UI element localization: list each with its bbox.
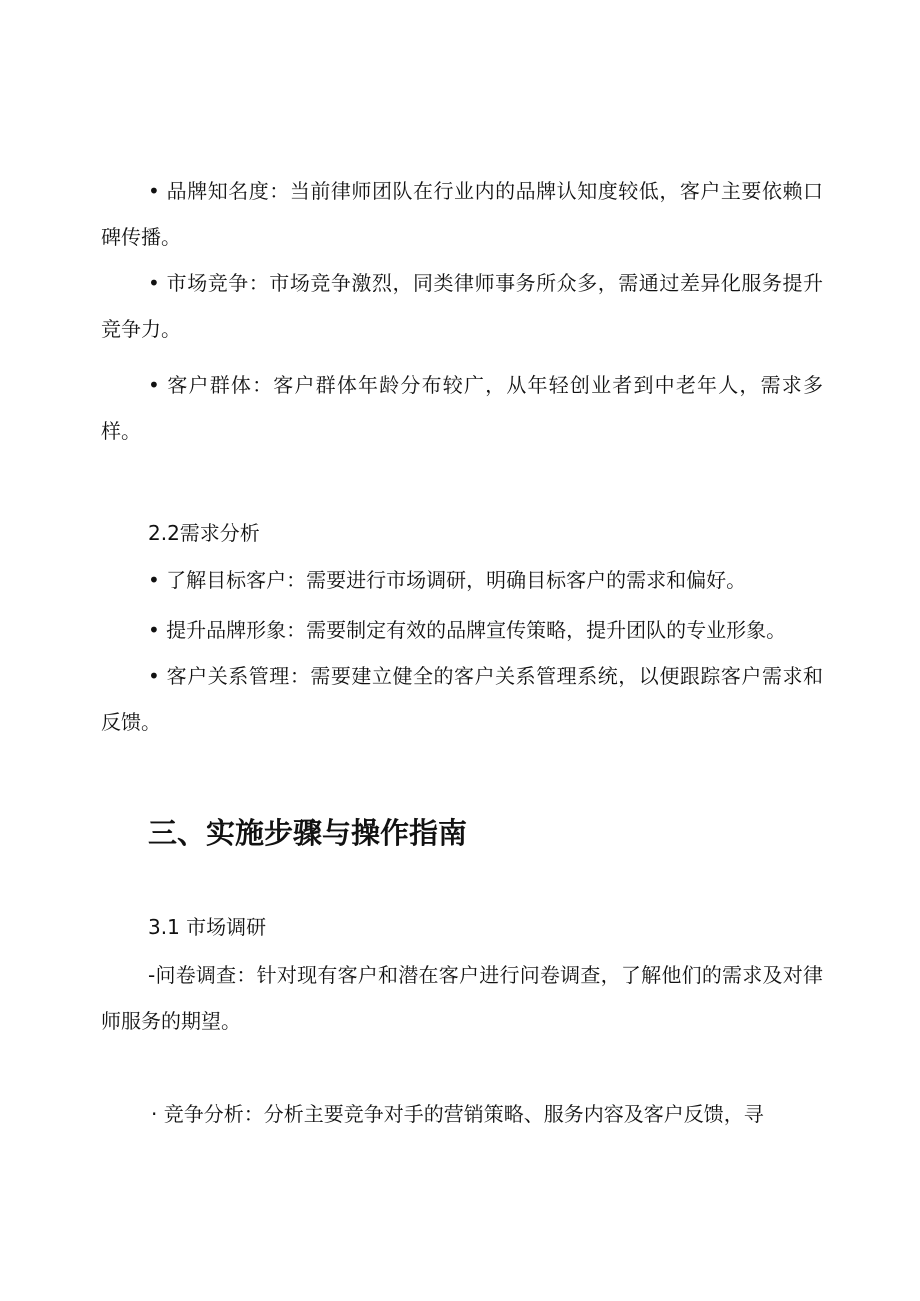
bullet-brand-awareness: • 品牌知名度：当前律师团队在行业内的品牌认知度较低，客户主要依赖口碑传播。 [101,179,823,249]
item-competition-analysis: · 竞争分析：分析主要竞争对手的营销策略、服务内容及客户反馈，寻 [151,1102,764,1126]
bullet-brand-image: • 提升品牌形象：需要制定有效的品牌宣传策略，提升团队的专业形象。 [148,618,787,642]
bullet-customer-group: • 客户群体：客户群体年龄分布较广，从年轻创业者到中老年人，需求多样。 [101,373,823,443]
bullet-market-competition: • 市场竞争：市场竞争激烈，同类律师事务所众多，需通过差异化服务提升竞争力。 [101,271,823,341]
bullet-crm: • 客户关系管理：需要建立健全的客户关系管理系统，以便跟踪客户需求和反馈。 [101,664,823,734]
section-3-heading: 三、实施步骤与操作指南 [148,816,468,850]
section-3-1-heading: 3.1 市场调研 [148,915,267,939]
item-questionnaire: -问卷调查：针对现有客户和潜在客户进行问卷调查，了解他们的需求及对律师服务的期望。 [101,963,823,1033]
section-2-2-heading: 2.2需求分析 [148,521,260,545]
bullet-target-customer: • 了解目标客户：需要进行市场调研，明确目标客户的需求和偏好。 [148,568,747,592]
